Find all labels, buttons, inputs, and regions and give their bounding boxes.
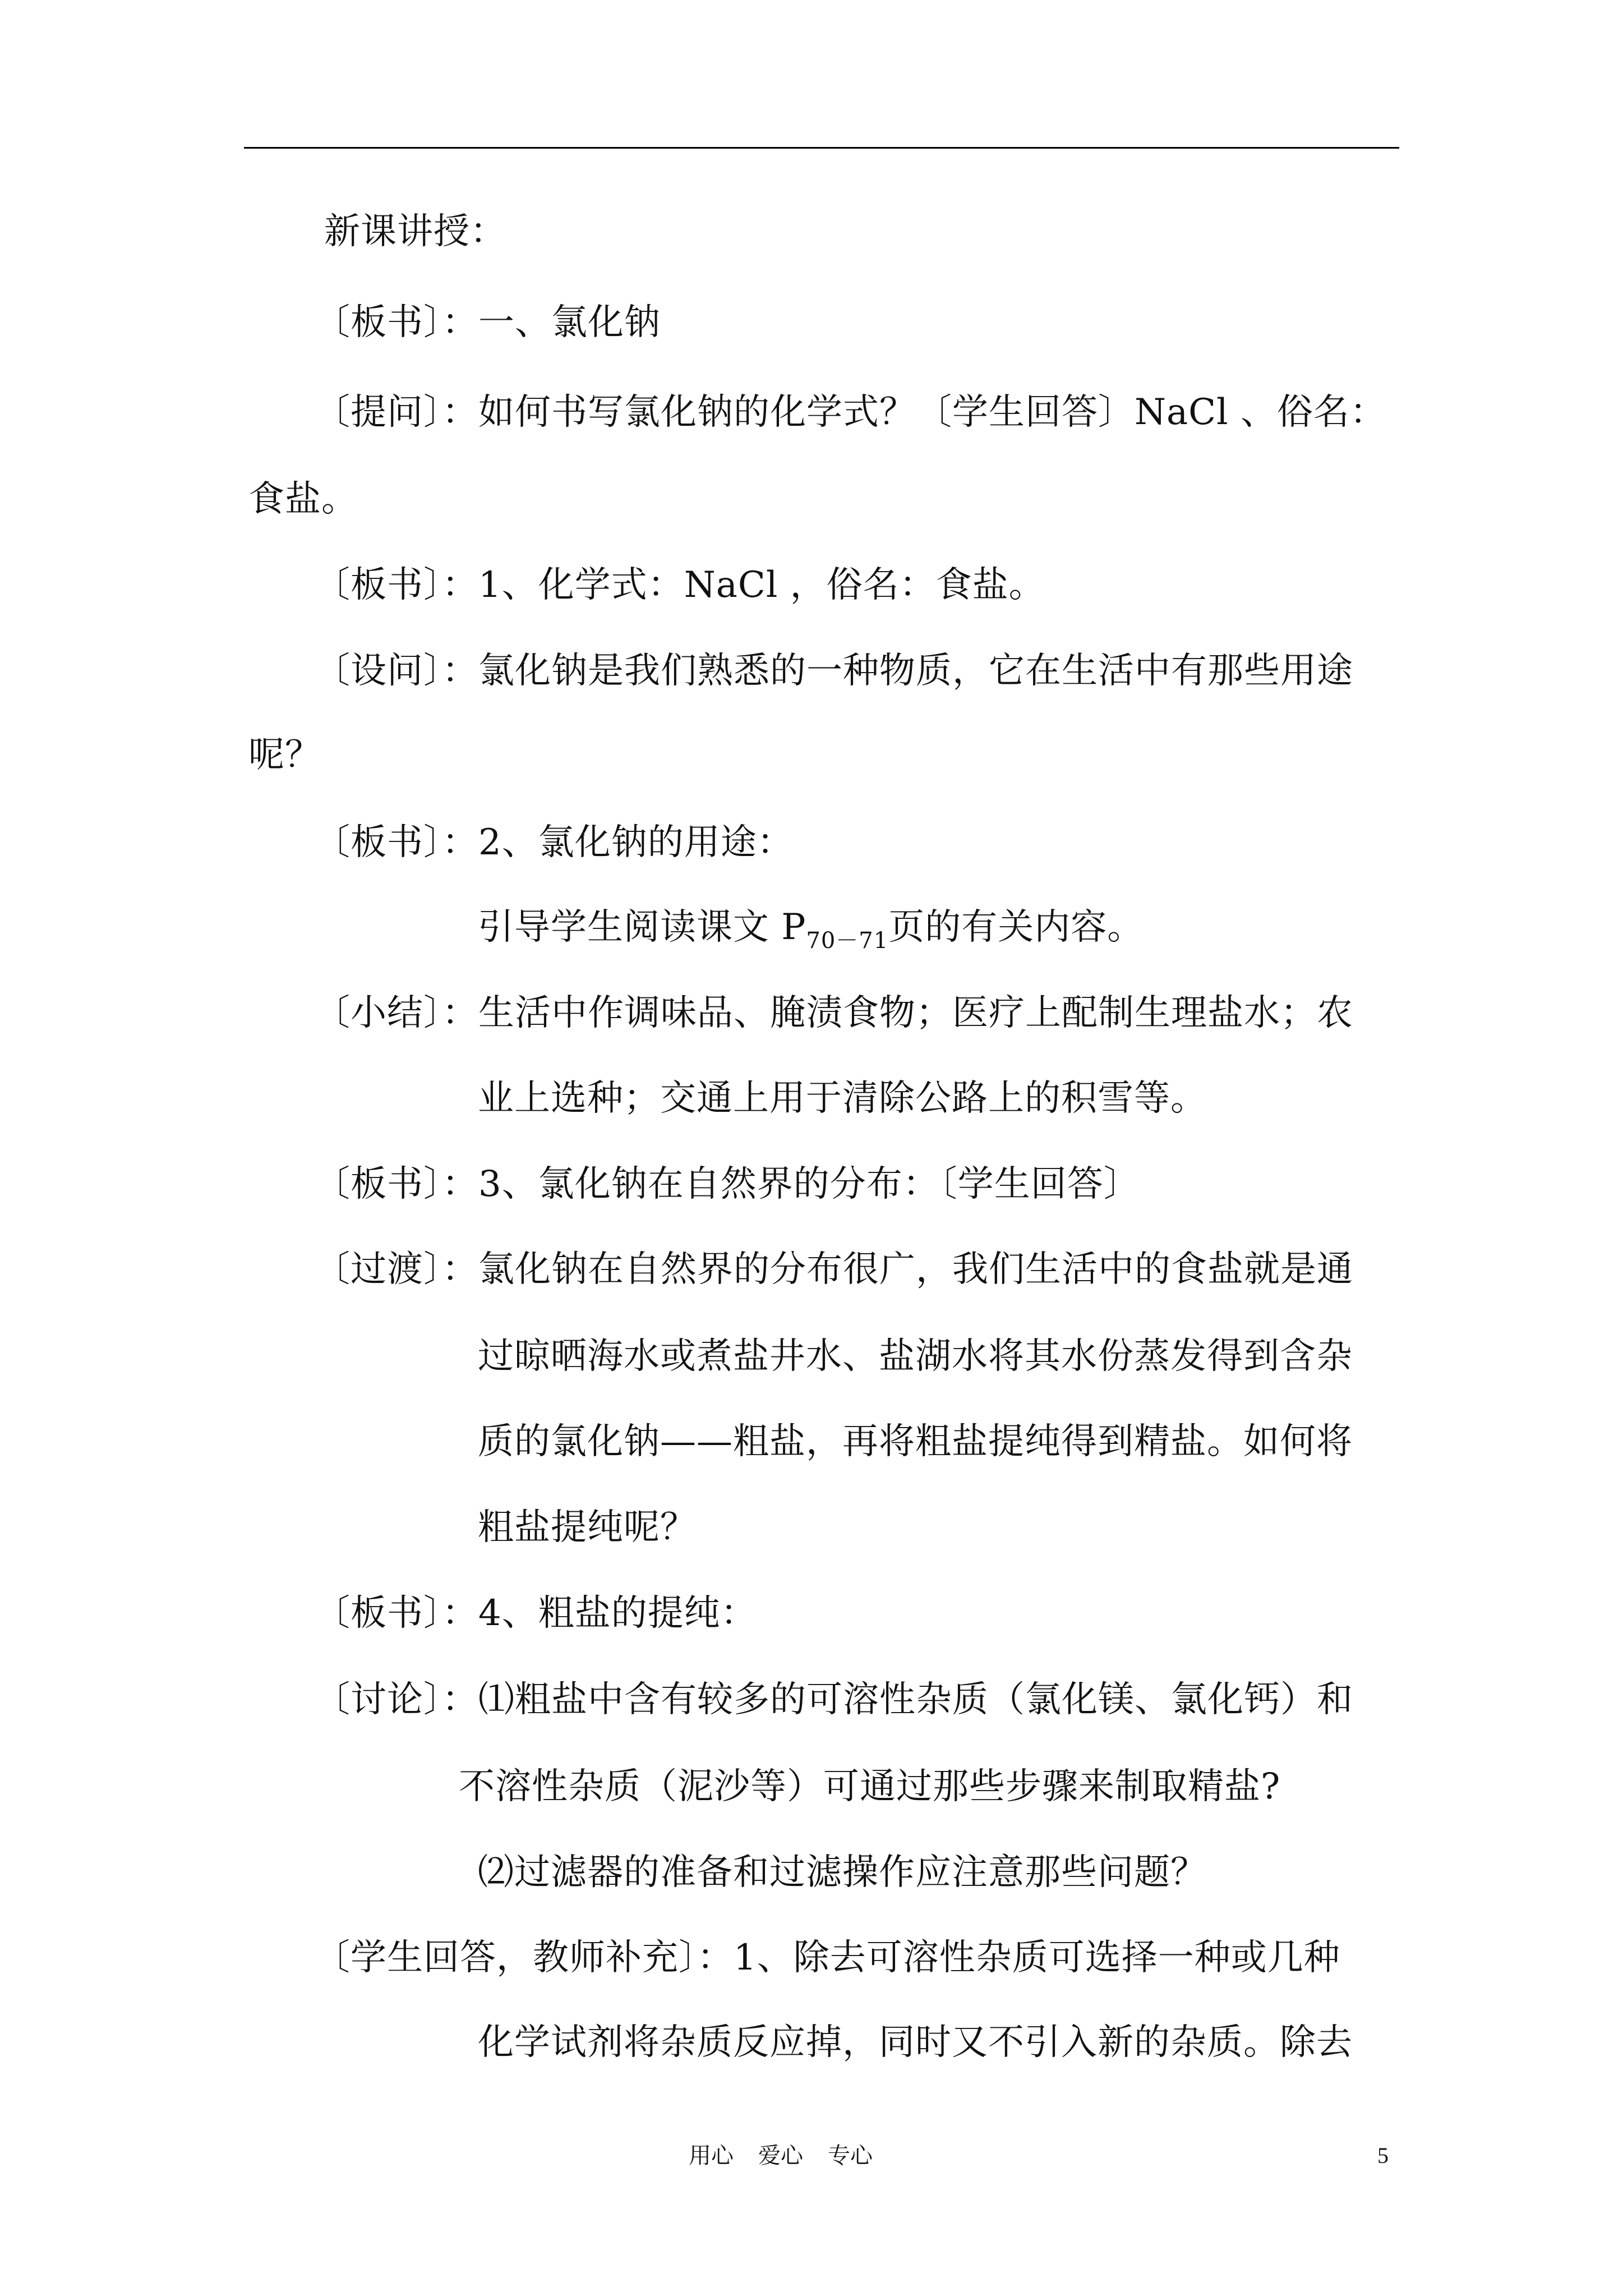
text-line: ⑵过滤器的准备和过滤操作应注意那些问题？ [478,1852,1207,1893]
text-line: 粗盐提纯呢？ [478,1507,697,1548]
footer-item: 爱心 [758,2143,803,2169]
text-line: 〔板书〕：4、粗盐的提纯： [314,1593,757,1634]
page-number: 5 [1377,2143,1389,2168]
text-line: 〔板书〕：2、氯化钠的用途： [314,822,794,863]
text-line: 〔讨论〕：⑴粗盐中含有较多的可溶性杂质（氯化镁、氯化钙）和 [314,1679,1353,1720]
header-rule [244,147,1399,149]
text-line: 不溶性杂质（泥沙等）可通过那些步骤来制取精盐? [459,1766,1281,1807]
text-line: 〔小结〕：生活中作调味品、腌渍食物；医疗上配制生理盐水；农 [314,992,1353,1034]
page-range-subscript: 70－71 [806,928,889,954]
text-line: 过晾晒海水或煮盐井水、盐湖水将其水份蒸发得到含杂 [478,1336,1353,1377]
text-line: 呢？ [248,734,321,776]
text-line: 〔设问〕：氯化钠是我们熟悉的一种物质，它在生活中有那些用途 [314,650,1353,692]
text-post: 页的有关内容。 [888,907,1144,948]
footer-item: 专心 [828,2143,873,2169]
text-line: 〔过渡〕：氯化钠在自然界的分布很广，我们生活中的食盐就是通 [314,1249,1353,1290]
text-line: 新课讲授： [324,211,506,252]
text-pre: 引导学生阅读课文 P [478,907,806,948]
text-line: 业上选种；交通上用于清除公路上的积雪等。 [478,1078,1207,1119]
text-line: 化学试剂将杂质反应掉，同时又不引入新的杂质。除去 [478,2022,1353,2063]
text-line: 〔提问〕：如何书写氯化钠的化学式？〔学生回答〕NaCl 、俗名： [314,392,1386,433]
text-line: 食盐。 [248,478,358,520]
text-line: 质的氯化钠——粗盐，再将粗盐提纯得到精盐。如何将 [478,1421,1353,1462]
footer-item: 用心 [689,2143,734,2169]
text-line: 〔板书〕：1、化学式：NaCl ，俗名：食盐。 [314,564,1045,606]
text-line: 〔学生回答，教师补充〕：1、除去可溶性杂质可选择一种或几种 [314,1937,1340,1978]
page-footer [689,2142,897,2170]
text-line [478,905,1144,963]
text-line: 〔板书〕：3、氯化钠在自然界的分布：〔学生回答〕 [314,1163,1140,1205]
text-line: 〔板书〕：一、氯化钠 [314,302,661,343]
